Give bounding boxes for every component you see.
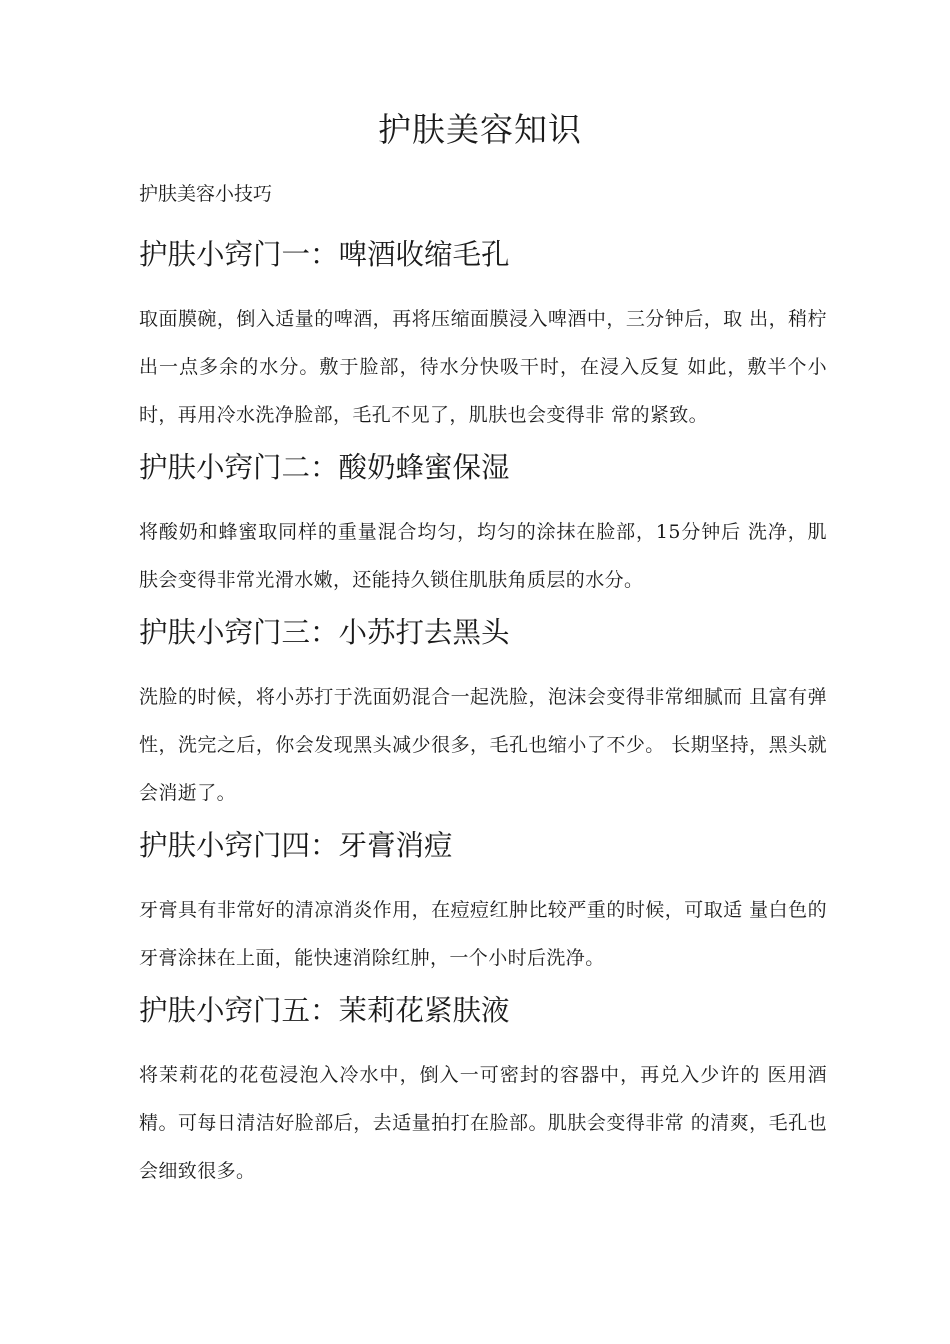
section-body-1: 取面膜碗，倒入适量的啤酒，再将压缩面膜浸入啤酒中，三分钟后，取 出，稍柠出一点多余的水分。敷于脸部，待水分快吸干时，在浸入反复 如此，敷半个小时，再用冷水洗净脸部，毛孔不见了，肌肤也会变得非 常的紧致。: [139, 308, 827, 426]
document-body: [139, 173, 827, 1203]
section-heading-4: 护肤小窍门四：牙膏消痘: [139, 829, 453, 862]
section-heading-5: 护肤小窍门五：茉莉花紧肤液: [139, 994, 510, 1027]
section-heading-2: 护肤小窍门二：酸奶蜂蜜保湿: [139, 451, 510, 484]
section-heading-1: 护肤小窍门一：啤酒收缩毛孔: [139, 238, 510, 271]
document-title: 护肤美容知识: [378, 110, 582, 149]
section-body-5: 将茉莉花的花苞浸泡入冷水中，倒入一可密封的容器中，再兑入少许的 医用酒精。可每日清洁好脸部后，去适量拍打在脸部。肌肤会变得非常 的清爽，毛孔也会细致很多。: [139, 1064, 827, 1182]
document-subtitle: 护肤美容小技巧: [139, 183, 273, 205]
section-body-2: 将酸奶和蜂蜜取同样的重量混合均匀，均匀的涂抹在脸部，15分钟后 洗净，肌肤会变得非常光滑水嫩，还能持久锁住肌肤角质层的水分。: [139, 521, 827, 591]
section-body-3: 洗脸的时候，将小苏打于洗面奶混合一起洗脸，泡沫会变得非常细腻而 且富有弹性，洗完之后，你会发现黑头减少很多，毛孔也缩小了不少。 长期坚持，黑头就会消逝了。: [139, 686, 827, 804]
section-body-4: 牙膏具有非常好的清凉消炎作用，在痘痘红肿比较严重的时候，可取适 量白色的牙膏涂抹在上面，能快速消除红肿，一个小时后洗净。: [139, 899, 827, 969]
section-heading-3: 护肤小窍门三：小苏打去黑头: [139, 616, 510, 649]
